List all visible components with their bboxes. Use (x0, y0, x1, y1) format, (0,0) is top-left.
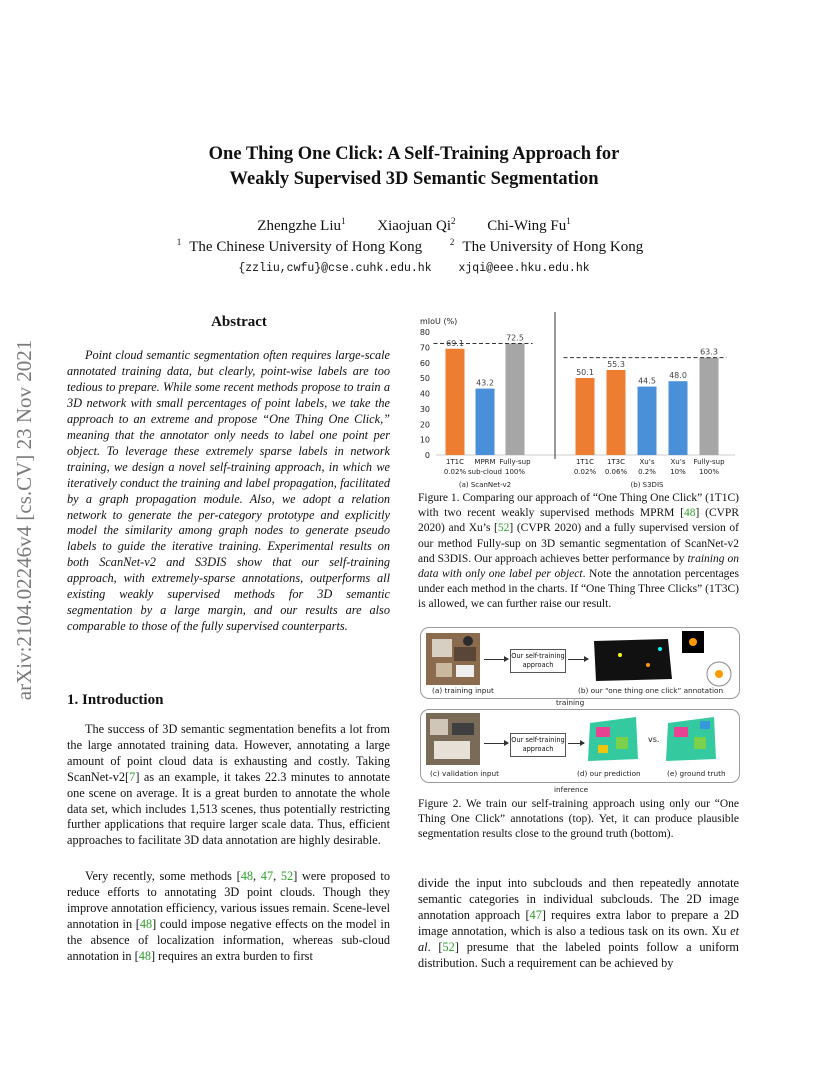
y-tick-label: 30 (419, 404, 430, 414)
bar-value-label: 50.1 (576, 367, 594, 377)
arrow-right-icon (484, 659, 508, 660)
citation-link[interactable]: 48 (138, 948, 152, 963)
label-ground-truth: (e) ground truth (667, 769, 726, 778)
bar (638, 387, 657, 455)
paper-title (0, 142, 828, 192)
bar-value-label: 44.5 (638, 376, 656, 386)
x-tick-label: 1T1C (445, 458, 465, 466)
author-2: Xiaojuan Qi$^2$ (377, 216, 456, 234)
bar (669, 381, 688, 455)
citation-link[interactable]: 52 (442, 939, 455, 954)
x-tick-label: Fully-sup (693, 458, 725, 466)
bar (446, 349, 465, 455)
section-heading-introduction: 1. Introduction (67, 692, 164, 708)
email-1: {zzliu,cwfu}@cse.cuhk.edu.hk (238, 262, 432, 275)
x-tick-sublabel: 0.02% (443, 468, 467, 476)
bar-value-label: 48.0 (669, 371, 687, 381)
author-3: Chi-Wing Fu$^1$ (487, 216, 571, 234)
bar (700, 358, 719, 455)
label-prediction: (d) our prediction (577, 769, 641, 778)
affiliations (0, 237, 828, 256)
x-tick-sublabel: 100% (504, 468, 526, 476)
label-vs: vs. (648, 735, 660, 744)
x-tick-label: Xu’s (639, 458, 655, 466)
bar (476, 389, 495, 455)
ground-truth-image (664, 713, 720, 765)
prediction-image (586, 713, 642, 765)
emails (0, 262, 828, 275)
x-tick-sublabel: 10% (670, 468, 686, 476)
figure1-caption: Figure 1. Comparing our approach of “One Thing One Click” (1T1C) with two recent weakly supervised methods MPRM [48] (CVPR 2020) and Xu’s [52] (CVPR 2020) and a fully supervised version of our method Fully-sup on 3D semantic segmentation of ScanNet-v2 and S3DIS. Our approach achieves better performance by training on data with only one label per object. Note the annotation percentages under each method in the charts. If “One Thing Three Clicks” (1T3C) is allowed, we can further raise our result. (418, 492, 740, 611)
intro-paragraph-2-continued: divide the input into subclouds and then repeatedly annotate semantic categories in individual subclouds. The 2D image annotation approach [47] requires extra labor to prepare a 2D image annotation, which is also a tedious task on its own. Xu et al. [52] presume that the labeled points follow a uniform distribution. Such a requirement can be achieved by (418, 876, 739, 970)
y-tick-label: 50 (419, 374, 430, 384)
y-tick-label: 80 (419, 328, 430, 337)
annotation-image (590, 635, 676, 685)
self-training-box-top: Our self-training approach (510, 649, 566, 673)
chart-marks (420, 312, 735, 489)
figure2 (420, 627, 740, 797)
arrow-right-icon (568, 743, 584, 744)
intro-paragraph-2: Very recently, some methods [48, 47, 52] were proposed to reduce efforts to annotating 3D point clouds. Though they improve annotation efficiency, various issues remain. Scene-level annotation in [48] could impose negative effects on the model in the absence of localization information, whereas sub-cloud annotation in [48] requires an extra burden to first (67, 869, 390, 963)
y-tick-label: 0 (424, 451, 430, 460)
zoom-inset-icon (706, 661, 732, 687)
email-2: xjqi@eee.hku.edu.hk (458, 262, 590, 275)
bar (607, 370, 626, 455)
author-1: Zhengzhe Liu$^1$ (257, 216, 346, 234)
intro-paragraph-1: The success of 3D semantic segmentation benefits a lot from the large annotated training data. However, annotating a large amount of point cloud data is exhausting and costly. Taking ScanNet-v2[7] as an example, it takes 22.3 minutes to annotate one scene on average. It is a great burden to annotate the whole data set, which includes 1,513 scenes, thus potentially restricting further applications that require larger scale data. Thus, efficient approaches to facilitate 3D data annotation are highly desirable. (67, 722, 390, 848)
abstract-text: Point cloud semantic segmentation often requires large-scale annotated training data, but clearly, point-wise labels are too tedious to prepare. While some recent methods propose to train a 3D network with small percentages of point labels, we take the approach to an extreme and propose “One Thing One Click,” meaning that the annotator only needs to label one point per object. To leverage these extremely sparse labels in network training, we design a novel self-training approach, in which we iteratively conduct the training and label propagation, facilitated by a graph propagation module. Also, we adopt a relation network to generate the per-category prototype and explicitly model the similarity among graph nodes to generate pseudo labels to guide the iterative training. Experimental results on both ScanNet-v2 and S3DIS show that our self-training approach, with extremely-sparse annotations, outperforms all existing weakly supervised methods for 3D semantic segmentation by a large margin, and our results are also comparable to those of the fully supervised counterparts. (67, 348, 390, 634)
arxiv-stamp: arXiv:2104.02246v4 [cs.CV] 23 Nov 2021 (12, 339, 36, 701)
figure1-bar-chart (400, 310, 745, 492)
y-tick-label: 40 (419, 389, 430, 399)
citation-link[interactable]: 48 (684, 507, 696, 520)
group-label: (a) ScanNet-v2 (458, 481, 512, 489)
affiliation-2: $^2$ The University of Hong Kong (449, 237, 644, 255)
abstract-heading: Abstract (211, 314, 267, 330)
x-tick-sublabel: 0.02% (573, 468, 597, 476)
figure2-caption: Figure 2. We train our self-training approach using only our “One Thing One Click” annotations (top). Yet, it can produce plausible segmentation results close to the ground truth (bottom). (418, 798, 739, 841)
author-list (0, 216, 828, 235)
bar-value-label: 69.1 (446, 338, 464, 348)
citation-link[interactable]: 47 (260, 869, 274, 883)
bar-value-label: 43.2 (476, 378, 494, 388)
arrow-right-icon (568, 659, 588, 660)
arrow-right-icon (484, 743, 508, 744)
y-tick-label: 60 (419, 358, 430, 368)
x-tick-sublabel: sub-cloud (467, 468, 503, 476)
title-line-2: Weakly Supervised 3D Semantic Segmentation (229, 169, 599, 189)
citation-link[interactable]: 48 (139, 916, 153, 931)
citation-link[interactable]: 47 (529, 907, 542, 922)
x-tick-label: MPRM (474, 458, 496, 466)
group-label: (b) S3DIS (630, 481, 664, 489)
title-line-1: One Thing One Click: A Self-Training Approach for (208, 144, 620, 164)
x-tick-sublabel: 0.2% (638, 468, 656, 476)
bar-value-label: 55.3 (607, 359, 625, 369)
citation-link[interactable]: 52 (280, 869, 294, 883)
zoom-inset-icon (682, 631, 704, 653)
label-annotation: (b) our “one thing one click” annotation (578, 686, 724, 695)
citation-link[interactable]: 52 (497, 522, 510, 535)
y-tick-label: 20 (419, 420, 430, 430)
bar (506, 344, 525, 455)
bar (576, 378, 595, 455)
label-training-input: (a) training input (432, 686, 494, 695)
x-tick-label: 1T3C (606, 458, 626, 466)
y-tick-label: 70 (419, 343, 430, 353)
x-tick-label: 1T1C (575, 458, 595, 466)
x-tick-label: Fully-sup (499, 458, 531, 466)
label-validation-input: (c) validation input (430, 769, 500, 778)
citation-link[interactable]: 48 (240, 869, 253, 883)
bar-value-label: 72.5 (506, 333, 524, 343)
x-tick-sublabel: 0.06% (604, 468, 628, 476)
training-input-image (426, 633, 480, 685)
validation-input-image (426, 713, 480, 765)
y-tick-label: 10 (419, 435, 430, 445)
citation-link[interactable]: 7 (129, 769, 136, 784)
y-axis-label: mIoU (%) (420, 317, 458, 326)
affiliation-1: $^1$ The Chinese University of Hong Kong (176, 237, 423, 255)
bar-value-label: 63.3 (700, 347, 718, 357)
label-training: training (556, 698, 585, 707)
x-tick-label: Xu’s (670, 458, 686, 466)
self-training-box-bottom: Our self-training approach (510, 733, 566, 757)
x-tick-sublabel: 100% (698, 468, 720, 476)
label-inference: inference (554, 785, 589, 794)
